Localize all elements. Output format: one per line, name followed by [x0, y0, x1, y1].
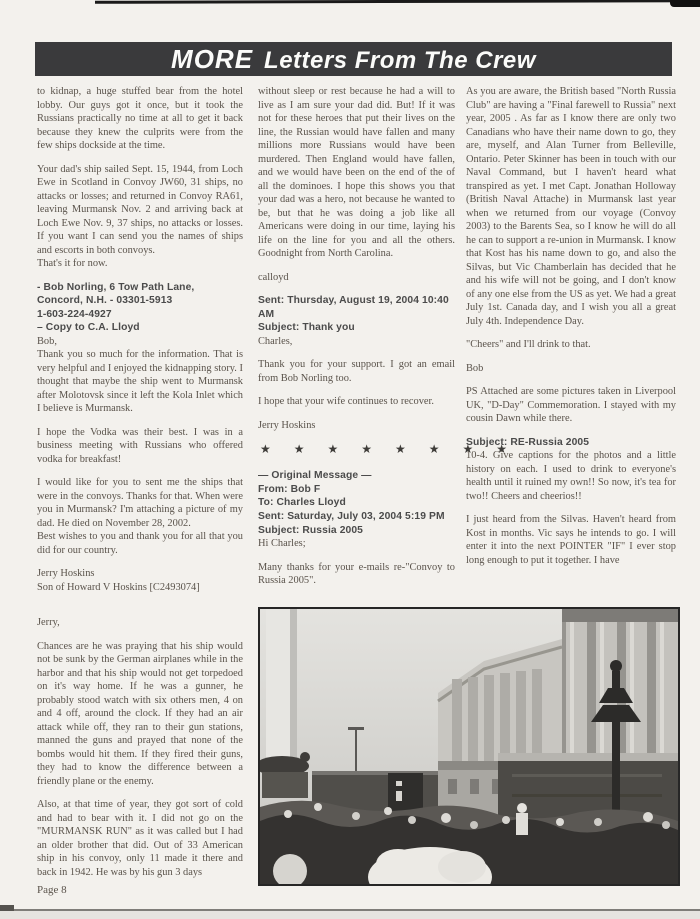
statue-silhouette — [260, 752, 310, 798]
scan-corner-blob — [670, 0, 700, 7]
sender-address-line: - Bob Norling, 6 Tow Path Lane, Concord, N.H. - 03301-5913 — [37, 281, 195, 307]
letter-paragraph: Chances are he was praying that his ship would not be sunk by the German airplanes while in the harbor and that his ship would not get torpedoed on it's way home. If he was a gunner, he probably stood watch with six others men, 4 on and 4 off, around the clock. If they had an air attack while off, they ran to their gun stations, manned the guns and prayed that none of the bombs would hit them. If they fired their guns, they had to know the difference between a friendly plane or the enemy. — [37, 640, 243, 787]
signature-name: Jerry Hoskins — [37, 568, 95, 580]
crowd-photo — [258, 607, 680, 886]
scan-margin-bottom — [0, 911, 700, 919]
page-title-rest: Letters From The Crew — [264, 46, 536, 74]
email-sent-line: Sent: Saturday, July 03, 2004 5:19 PM — [258, 511, 445, 523]
page-title — [171, 44, 536, 75]
letter-greeting: Bob, — [37, 335, 57, 347]
letter-paragraph: I would like for you to sent me the ships that were in the convoys. Thanks for that. When were you in Murmansk? I'm attaching a picture of my dad. He died on November 28, 2002. — [37, 477, 243, 529]
letter-greeting: Jerry, — [37, 617, 60, 629]
email-to-line: To: Charles Lloyd — [258, 497, 346, 509]
letter-paragraph: I hope the Vodka was their best. I was in a business meeting with Russians who offered vodka for breakfast! — [37, 426, 243, 465]
signature-name: Jerry Hoskins — [258, 419, 316, 431]
letter-paragraph: to kidnap, a huge stuffed bear from the hotel lobby. Our guys got it once, but it took the Russians practically no time at all to get it back because they knew the culprits were from the few ships dockside at the time. — [37, 86, 243, 151]
monument-column — [266, 609, 297, 777]
letter-paragraph: "Cheers" and I'll drink to that. — [466, 339, 591, 350]
letter-paragraph: Your dad's ship sailed Sept. 15, 1944, from Loch Ewe in Scotland in Convoy JW60, 31 ships, no attacks or losses; and returned in Convoy RA61, leaving Murmansk Nov. 2 and arriving back at Loch Ewe Nov. 9, 37 ships, no attacks or losses. If you want I can send you the names of ships and escorts in both convoys. — [37, 163, 243, 256]
letter-greeting: Hi Charles; — [258, 538, 306, 550]
page-title-emphasis: MORE — [171, 43, 254, 74]
scan-bottom-blob — [0, 905, 14, 911]
page-number: Page 8 — [37, 884, 67, 896]
letter-paragraph: without sleep or rest because he had a will to live as I am sure your dad did. But! If it was not for these heroes that put their lives on the line, the Russian would have fallen and many millions more Russians would have been murdered. Then England would have fallen, and we would have been on the end of the of all the dominoes. I hope this shows you that your dad was a hero, not because he wanted to be, but that he was doing a job like all Americans were doing in our time, laying his life on the line for you and all the others. Goodnight from North Carolina. — [258, 86, 455, 259]
letter-paragraph: Also, at that time of year, they got sort of cold and had to bear with it. I did not go on the "MURMANSK RUN" as it was called but I had an older brother that did. Out of 33 American ship in his convoy, only 11 made it there and back in 1942. He was by his gun 3 days — [37, 799, 243, 878]
letters-column-3 — [466, 85, 676, 577]
scan-edge-top — [95, 0, 700, 4]
email-subject-line: Subject: Thank you — [258, 322, 355, 334]
email-sent-line: Sent: Thursday, August 19, 2004 10:40 AM — [258, 295, 449, 320]
letter-paragraph: As you are aware, the British based "North Russia Club" are having a "Final farewell to Russia" next year, 2005 . As far as I know there are only two Canadians who have their name down to go, they are, myself, and Alan Turner from Belleville, Ontario. Peter Skinner has been in touch with our Naval Command, but I haven't heard what transpired as yet. I met Capt. Jonathan Holloway (British Naval Attache) in Murmansk last year when we returned from our voyage (Convoy 2003) to the Barents Sea, so I know he will do all he can to support a re-union in Murmansk. I know that Kost has his name down to go, and also the Silvas, but Vic Chamberlain has decided that he and his wife will not be going, and I don't know of any one else from the US as yet. We had a great July 1st. Canada day, and I wish you all a great July 4th. Independence Day. — [466, 86, 676, 327]
email-from-line: From: Bob F — [258, 483, 321, 495]
crowd-photo-art — [260, 609, 678, 884]
letter-paragraph: 10-4. Give captions for the photos and a little history on each. I used to drink to everyone's health until it ruined my own!! So now, it's tea for two!! Cheers and cheerios!! — [466, 450, 676, 502]
letter-paragraph: Best wishes to you and thank you for all that you did for our country. — [37, 531, 243, 556]
original-message-divider: — Original Message — — [258, 470, 372, 482]
letter-paragraph: Thank you for your support. I got an email from Bob Norling too. — [258, 359, 455, 384]
letter-paragraph: Thank you so much for the information. That is very helpful and I enjoyed the kidnapping story. I thought that maybe the ship went to Murmansk after Molotovsk since it left the Kola Inlet which I believe is Murmansk. — [37, 349, 243, 415]
letter-paragraph: I just heard from the Silvas. Haven't heard from Kost in months. Vic says he intends to go. I will enter it into the next POINTER "IF" I ever stop long enough to put it together. I have — [466, 514, 676, 566]
signature-name: Bob — [466, 362, 484, 374]
email-subject-line: Subject: RE-Russia 2005 — [466, 436, 590, 448]
letter-paragraph: Many thanks for your e-mails re-"Convoy to Russia 2005". — [258, 561, 455, 587]
email-subject-line: Subject: Russia 2005 — [258, 524, 364, 536]
letters-column-2 — [258, 85, 518, 598]
copy-to-line: – Copy to C.A. Lloyd — [37, 322, 140, 334]
star-divider-icon: ★ ★ ★ ★ ★ ★ ★ ★ — [260, 442, 518, 457]
signature-name: calloyd — [258, 271, 289, 283]
letter-greeting: Charles, — [258, 335, 293, 347]
header-bar — [35, 42, 672, 76]
signature-detail: Son of Howard V Hoskins [C2493074] — [37, 581, 200, 593]
sender-phone-line: 1-603-224-4927 — [37, 308, 112, 320]
letter-paragraph: I hope that your wife continues to recover. — [258, 396, 435, 408]
letter-paragraph: That's it for now. — [37, 258, 108, 269]
letter-paragraph: PS Attached are some pictures taken in Liverpool UK, "D-Day" Commemoration. I stayed with my cousin Dawn while there. — [466, 386, 676, 424]
letters-column-1 — [37, 85, 243, 889]
